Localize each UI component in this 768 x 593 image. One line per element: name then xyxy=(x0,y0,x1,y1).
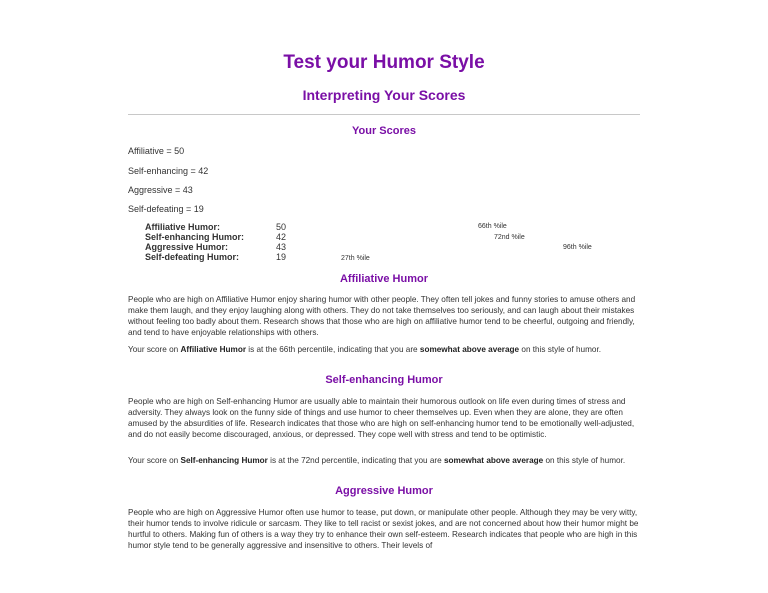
score-line-aggressive: Aggressive = 43 xyxy=(128,185,193,195)
affiliative-heading: Affiliative Humor xyxy=(339,273,428,285)
self-enhancing-heading: Self-enhancing Humor xyxy=(325,374,443,386)
score-line-affiliative: Affiliative = 50 xyxy=(128,146,185,156)
table-row-score-self-enhancing: 42 xyxy=(276,232,287,242)
result-level: somewhat above average xyxy=(444,456,544,465)
result-style: Affiliative Humor xyxy=(180,345,247,354)
table-row-label-affiliative: Affiliative Humor: xyxy=(145,222,221,232)
table-row-score-affiliative: 50 xyxy=(276,222,287,232)
affiliative-description: People who are high on Affiliative Humor enjoy sharing humor with other people. They often tell jokes and funny stories to amuse others and make them laugh, and they enjoy laughing along with others. They do not take themselves too seriously, and can laugh about their mistakes without feeling too badly about them. Research shows that those who are high on affiliative humor tend to be cheerful, outgoing and friendly, and tend to have enjoyable relationships with others. xyxy=(128,295,636,337)
result-style: Self-enhancing Humor xyxy=(180,456,268,465)
percentile-marker-affiliative: 66th %ile xyxy=(478,223,507,230)
result-level: somewhat above average xyxy=(419,345,520,354)
result-suffix: on this style of humor. xyxy=(519,345,602,354)
page-title: Test your Humor Style xyxy=(283,52,485,73)
aggressive-description: People who are high on Aggressive Humor often use humor to tease, put down, or manipulate other people. Although they may be very witty, their humor tends to involve ridicule or sarcasm. They like to tell racist or sexist jokes, and are not concerned about how their humor might be hurtful to others. Making fun of others is a way they try to enhance their own self-esteem. Research indicates that people who are high in this humor style tend to be generally aggressive and insensitive to others. Their levels of xyxy=(128,508,639,550)
percentile-marker-aggressive: 96th %ile xyxy=(563,244,592,251)
result-prefix: Your score on xyxy=(128,456,181,465)
table-row-label-aggressive: Aggressive Humor: xyxy=(145,242,229,252)
aggressive-heading: Aggressive Humor xyxy=(335,485,433,497)
percentile-marker-self-enhancing: 72nd %ile xyxy=(494,234,525,241)
score-line-self-defeating: Self-defeating = 19 xyxy=(128,204,204,214)
result-middle: is at the 72nd percentile, indicating that you are xyxy=(267,456,444,465)
result-prefix: Your score on xyxy=(128,345,181,354)
your-scores-heading: Your Scores xyxy=(352,125,416,137)
affiliative-result xyxy=(128,344,646,355)
table-row-score-aggressive: 43 xyxy=(276,242,287,252)
table-row-label-self-enhancing: Self-enhancing Humor: xyxy=(145,232,245,242)
self-enhancing-description: People who are high on Self-enhancing Humor are usually able to maintain their humorous outlook on life even during times of stress and adversity. They always look on the funny side of things and use humor to cheer themselves up. Even when they are alone, they are often amused by the absurdities of life. Research indicates that those who are high on self-enhancing humor tend to be emotionally well-adjusted, and do not easily become discouraged, anxious, or depressed. They cope well with stress and tend to be optimistic. xyxy=(128,397,635,439)
table-row-score-self-defeating: 19 xyxy=(276,252,287,262)
result-middle: is at the 66th percentile, indicating that you are xyxy=(246,345,420,354)
table-row-label-self-defeating: Self-defeating Humor: xyxy=(145,252,240,262)
result-suffix: on this style of humor. xyxy=(543,456,626,465)
percentile-marker-self-defeating: 27th %ile xyxy=(341,255,370,262)
page-subtitle: Interpreting Your Scores xyxy=(302,87,466,103)
divider xyxy=(128,114,640,115)
score-line-self-enhancing: Self-enhancing = 42 xyxy=(128,166,209,176)
self-enhancing-result xyxy=(128,455,646,466)
